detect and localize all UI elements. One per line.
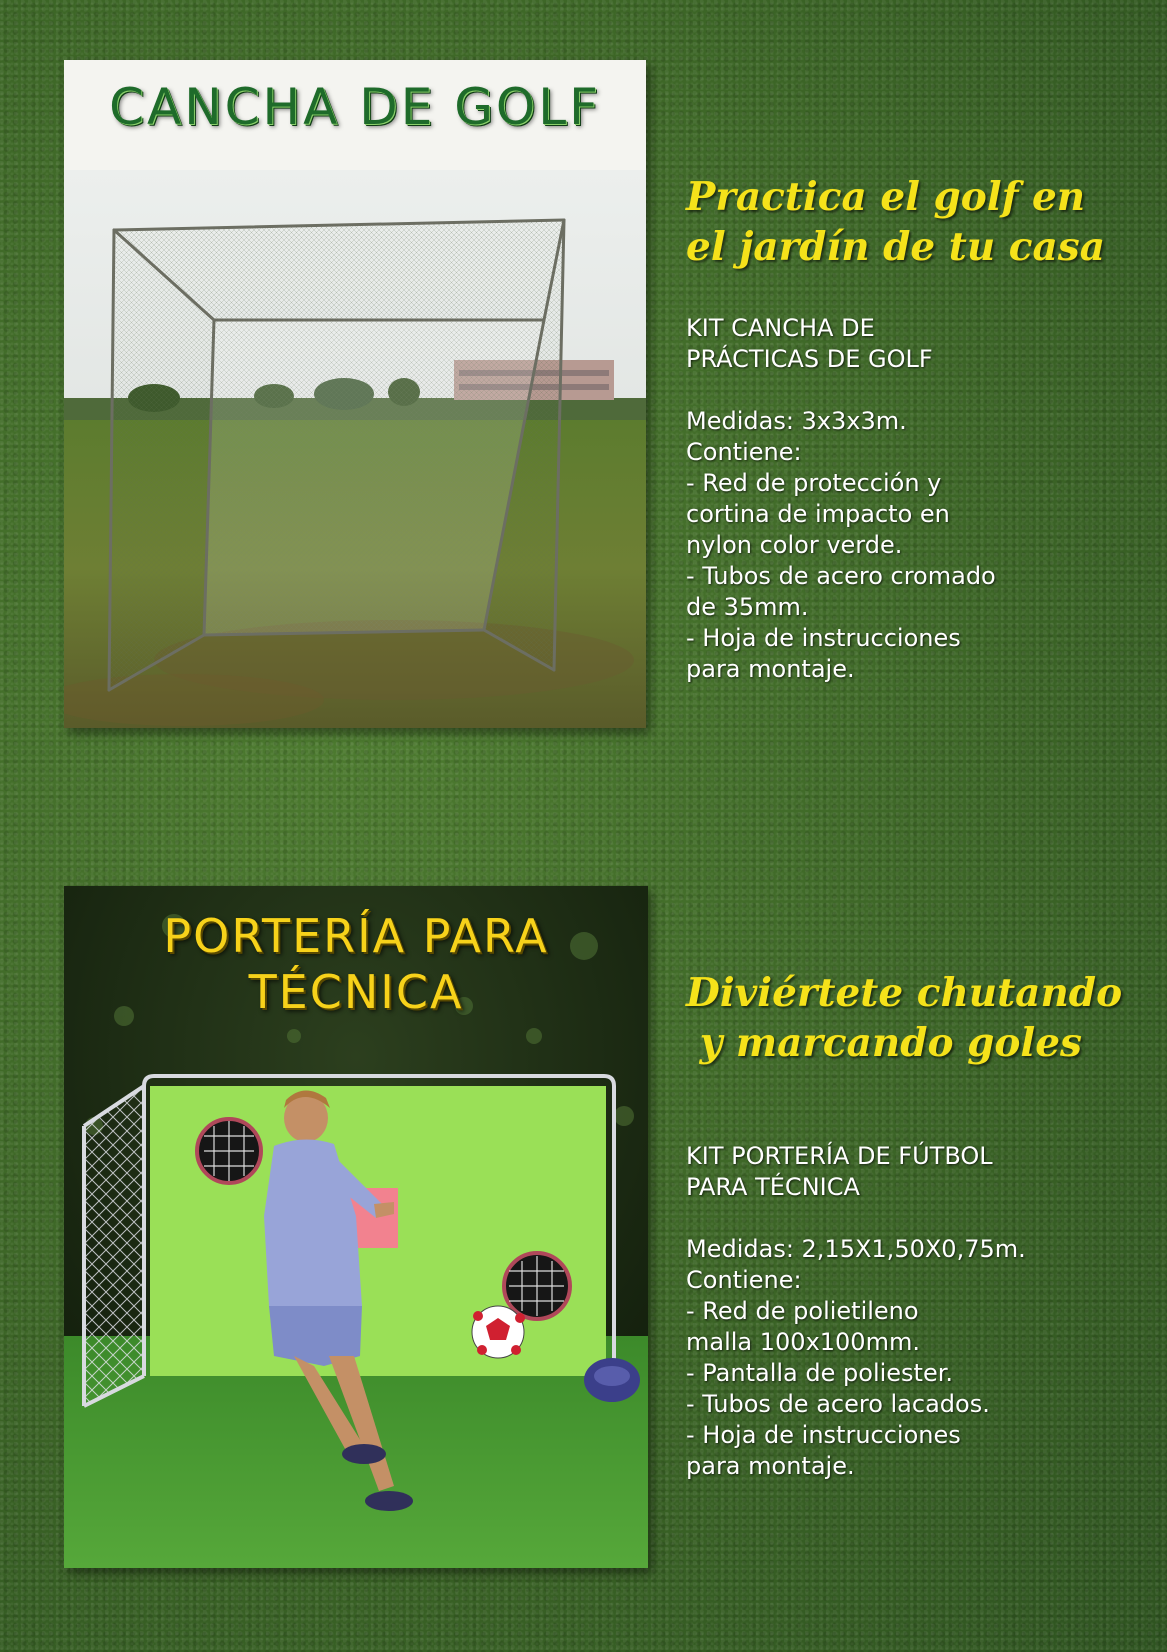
golf-title: CANCHA DE GOLF bbox=[109, 78, 601, 136]
goal-kit-name bbox=[686, 1141, 1026, 1203]
golf-product-card bbox=[64, 60, 646, 728]
goal-slogan bbox=[686, 968, 1122, 1068]
goal-item-line: - Hoja de instrucciones bbox=[686, 1421, 961, 1449]
golf-item-line: de 35mm. bbox=[686, 593, 809, 621]
goal-item bbox=[686, 1358, 1026, 1389]
golf-item-line: - Hoja de instrucciones bbox=[686, 624, 961, 652]
golf-item-line: para montaje. bbox=[686, 655, 855, 683]
goal-item bbox=[686, 1389, 1026, 1420]
goal-item-line: - Pantalla de poliester. bbox=[686, 1359, 954, 1387]
goal-item-line: - Red de polietileno bbox=[686, 1297, 919, 1325]
goal-product-card bbox=[64, 886, 648, 1568]
golf-item bbox=[686, 623, 996, 685]
golf-item-line: - Red de protección y bbox=[686, 469, 942, 497]
golf-slogan bbox=[686, 172, 1105, 272]
goal-item-line: - Tubos de acero lacados. bbox=[686, 1390, 990, 1418]
golf-item bbox=[686, 468, 996, 561]
goal-contiene: Contiene: bbox=[686, 1266, 802, 1294]
goal-medidas: Medidas: 2,15X1,50X0,75m. bbox=[686, 1235, 1026, 1263]
goal-item bbox=[686, 1420, 1026, 1482]
golf-contiene: Contiene: bbox=[686, 438, 802, 466]
golf-cage-photo bbox=[64, 170, 646, 728]
goal-slogan-line: Diviértete chutando bbox=[686, 970, 1123, 1016]
goal-slogan-line: y marcando goles bbox=[686, 1020, 1082, 1066]
goal-title bbox=[64, 908, 648, 1020]
golf-item-line: cortina de impacto en bbox=[686, 500, 950, 528]
golf-specifications bbox=[686, 313, 996, 685]
golf-slogan-line: el jardín de tu casa bbox=[686, 224, 1106, 270]
goal-kit-line: KIT PORTERÍA DE FÚTBOL bbox=[686, 1142, 993, 1170]
goal-kit-line: PARA TÉCNICA bbox=[686, 1173, 860, 1201]
goal-specifications bbox=[686, 1141, 1026, 1482]
golf-item bbox=[686, 561, 996, 623]
golf-kit-line: PRÁCTICAS DE GOLF bbox=[686, 345, 933, 373]
goal-title-line: TÉCNICA bbox=[248, 965, 464, 1019]
golf-kit-line: KIT CANCHA DE bbox=[686, 314, 875, 342]
golf-kit-name bbox=[686, 313, 996, 375]
golf-item-line: nylon color verde. bbox=[686, 531, 903, 559]
golf-slogan-line: Practica el golf en bbox=[686, 174, 1086, 220]
goal-item-line: malla 100x100mm. bbox=[686, 1328, 920, 1356]
golf-item-line: - Tubos de acero cromado bbox=[686, 562, 996, 590]
goal-title-line: PORTERÍA PARA bbox=[163, 909, 549, 963]
golf-medidas: Medidas: 3x3x3m. bbox=[686, 407, 907, 435]
goal-item-line: para montaje. bbox=[686, 1452, 855, 1480]
goal-item bbox=[686, 1296, 1026, 1358]
